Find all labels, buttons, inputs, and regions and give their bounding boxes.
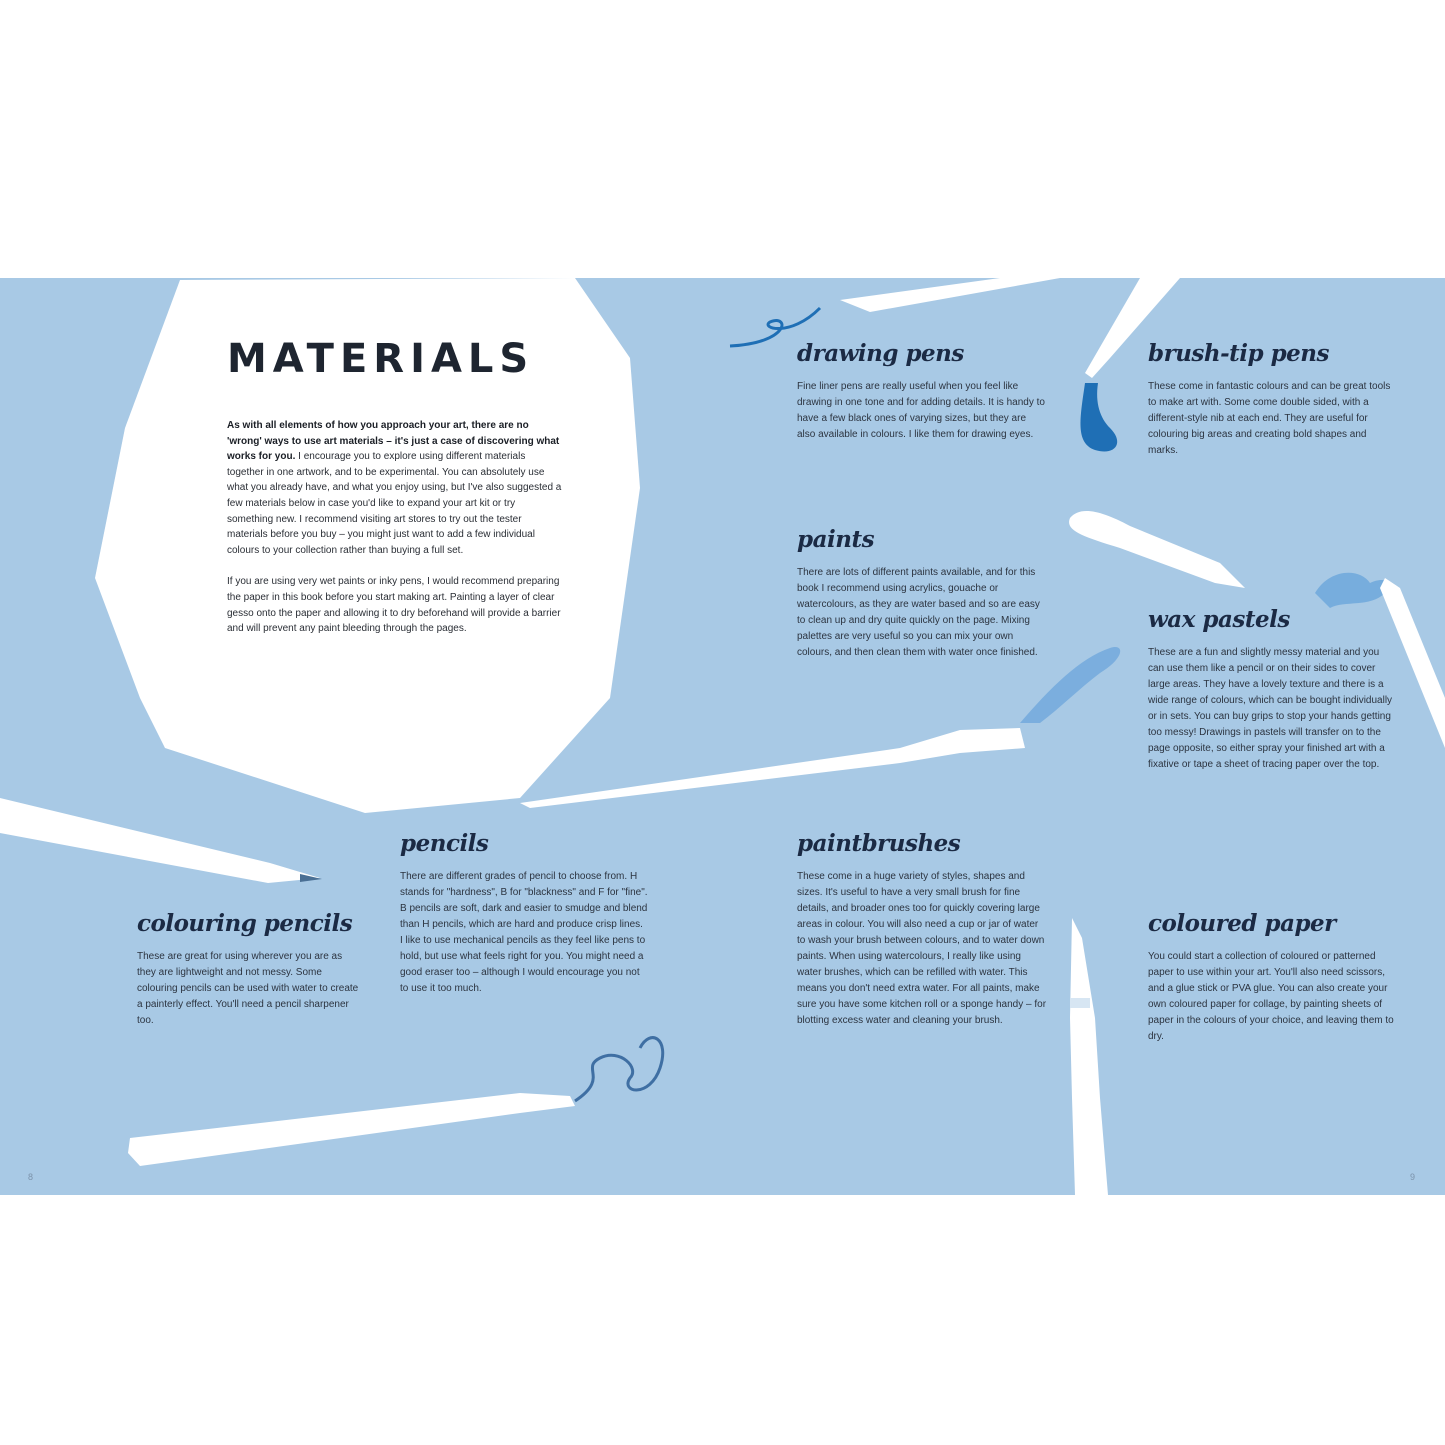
page-number-right: 9 — [1410, 1172, 1416, 1182]
section-text: These are a fun and slightly messy material and you can use them like a pencil or on their sides to cover large areas. They have a lovely texture and there is a wide range of colours, which can be bought individually or in sets. You can buy grips to stop your hands getting too messy! Drawings in pastels will transfer on to the page opposite, so either spray your finished art with a fixative or tape a sheet of tracing paper over the top. — [1148, 647, 1393, 770]
intro-text — [227, 418, 562, 653]
section-colouring-pencils — [137, 910, 362, 1029]
section-heading: colouring pencils — [137, 910, 353, 937]
section-heading: pencils — [400, 830, 489, 857]
section-text: Fine liner pens are really useful when you feel like drawing in one tone and for adding details. It is handy to have a few black ones of varying sizes, but they are also available in colours. I like them for drawing eyes. — [797, 381, 1045, 440]
colouring-pencil-icon — [0, 798, 322, 883]
intro-body-2: If you are using very wet paints or inky pens, I would recommend preparing the paper in this book before you start making art. Painting a layer of clear gesso onto the paper and allowing it to dry beforehand will provide a barrier and will prevent any paint bleeding through the pages. — [227, 576, 561, 635]
marker-icon — [1069, 511, 1245, 588]
section-wax-pastels — [1148, 606, 1393, 773]
drawing-pen-icon — [730, 278, 1060, 346]
section-paintbrushes — [797, 830, 1047, 1029]
section-brush-tip-pens — [1148, 340, 1398, 459]
section-heading: brush-tip pens — [1148, 340, 1329, 367]
intro-lead: As with all elements of how you approach your art, there are no 'wrong' ways to use art materials – it's just a case of discovering what works for you. — [227, 420, 560, 463]
section-pencils — [400, 830, 648, 997]
section-paints — [797, 526, 1047, 661]
fineliner-pen-icon — [128, 1038, 663, 1166]
section-text: These come in a huge variety of styles, shapes and sizes. It's useful to have a very small brush for fine details, and broader ones too for quickly covering large areas in colour. You will also need a cup or jar of water to wash your brush between colours, and to water down paints. When using watercolours, I really like using water brushes, which can be refilled with water. This means you don't need extra water. For all paints, make sure you have some kitchen roll or a sponge handy – for blotting excess water and cleaning your brush. — [797, 871, 1047, 1026]
intro-body: I encourage you to explore using different materials together in one artwork, and to be experimental. You can absolutely use what you already have, and what you enjoy using, but I've also suggested a few materials below in case you'd like to expand your art kit or try something new. I recommend visiting art stores to try out the tester materials before you buy – you might just want to add a few individual colours to your collection rather than buying a full set. — [227, 451, 562, 556]
section-text: There are different grades of pencil to choose from. H stands for "hardness", B for "blackness" and F for "fine". B pencils are soft, dark and easier to smudge and blend than H pencils, which are hard and produce crisp lines. I like to use mechanical pencils as they feel like pens to hold, but use what feels right for you. You might need a good eraser too – although I would encourage you not to use it too much. — [400, 871, 648, 994]
section-heading: paints — [797, 526, 875, 553]
section-coloured-paper — [1148, 910, 1398, 1045]
section-drawing-pens — [797, 340, 1047, 443]
page-number-left: 8 — [28, 1172, 34, 1182]
section-heading: wax pastels — [1148, 606, 1290, 633]
section-text: You could start a collection of coloured or patterned paper to use within your art. You'll also need scissors, and a glue stick or PVA glue. You can also create your own coloured paper for collage, by painting sheets of paper in the colours of your choice, and leaving them to dry. — [1148, 951, 1394, 1042]
section-text: There are lots of different paints available, and for this book I recommend using acrylics, gouache or watercolours, as they are water based and so are easy to clean up and dry quite quickly on the page. Mixing palettes are very useful so you can mix your own colours, and then clean them with water once finished. — [797, 567, 1040, 658]
section-heading: coloured paper — [1148, 910, 1336, 937]
book-spread — [0, 278, 1445, 1195]
section-heading: paintbrushes — [797, 830, 961, 857]
water-brush-icon — [1070, 918, 1108, 1195]
page-title: MATERIALS — [227, 336, 535, 382]
section-text: These come in fantastic colours and can be great tools to make art with. Some come double sided, with a different-style nib at each end. They are useful for colouring big areas and creating bold shapes and marks. — [1148, 381, 1391, 456]
section-heading: drawing pens — [797, 340, 964, 367]
section-text: These are great for using wherever you are as they are lightweight and not messy. Some colouring pencils can be used with water to create a painterly effect. You'll need a pencil sharpener too. — [137, 951, 359, 1026]
